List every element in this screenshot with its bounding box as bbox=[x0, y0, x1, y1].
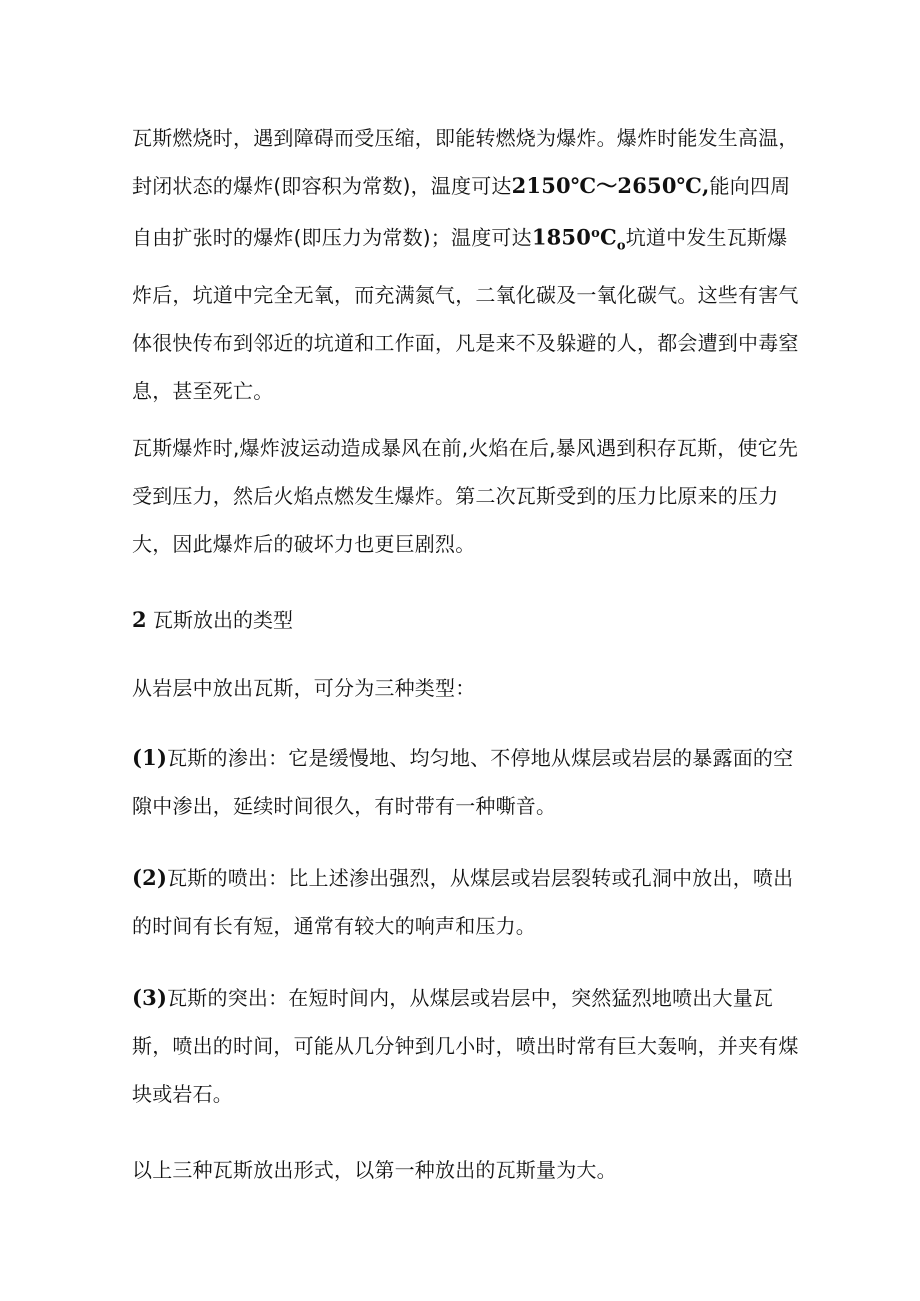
temperature-value: 1850 bbox=[531, 224, 592, 250]
paragraph-conclusion: 以上三种瓦斯放出形式，以第一种放出的瓦斯量为大。 bbox=[132, 1158, 617, 1182]
item-text: 瓦斯的渗出：它是缓慢地、均匀地、不停地从煤层或岩层的暴露面的空隙中渗出，延续时间很久，有时带有一种嘶音。 bbox=[132, 746, 794, 818]
paragraph-text: 瓦斯燃烧时，遇到障碍而受压缩，即能转燃烧为爆炸。爆炸时能发生高温，封闭状态的爆炸(即容积为常数)，温度可达 bbox=[132, 126, 799, 198]
paragraph-gas-explosion-temperature bbox=[132, 114, 804, 415]
paragraph-type-2 bbox=[132, 854, 804, 950]
paragraph-type-3 bbox=[132, 974, 804, 1118]
paragraph-type-1 bbox=[132, 734, 804, 830]
item-text: 瓦斯的喷出：比上述渗出强烈，从煤层或岩层裂转或孔洞中放出，喷出的时间有长有短，通常有较大的响声和压力。 bbox=[132, 866, 794, 938]
celsius-unit: C bbox=[599, 224, 617, 250]
paragraph-text: 能向四周自由扩张时的爆炸(即压力为常数)；温度可达 bbox=[132, 174, 791, 250]
item-number: (3) bbox=[132, 985, 168, 1010]
celsius-subscript: o bbox=[616, 238, 626, 254]
temperature-range: 2150℃～2650℃, bbox=[511, 173, 710, 198]
paragraph-intro-types: 从岩层中放出瓦斯，可分为三种类型： bbox=[132, 676, 476, 700]
degree-superscript: o bbox=[591, 226, 600, 241]
item-number: (2) bbox=[132, 865, 168, 890]
paragraph-blast-wave: 瓦斯爆炸时,爆炸波运动造成暴风在前,火焰在后,暴风遇到积存瓦斯，使它先受到压力，然后火焰点燃发生爆炸。第二次瓦斯受到的压力比原来的压力大，因此爆炸后的破坏力也更巨剧烈。 bbox=[132, 436, 799, 556]
item-text: 瓦斯的突出：在短时间内，从煤层或岩层中，突然猛烈地喷出大量瓦斯，喷出的时间，可能从几分钟到几小时，喷出时常有巨大轰响，并夹有煤块或岩石。 bbox=[132, 986, 799, 1106]
item-number: (1) bbox=[132, 745, 168, 770]
paragraph-text: 坑道中发生瓦斯爆炸后，坑道中完全无氧，而充满氮气，二氧化碳及一氧化碳气。这些有害气体很快传布到邻近的坑道和工作面，凡是来不及躲避的人，都会遭到中毒窒息，甚至死亡。 bbox=[132, 225, 799, 403]
section-number: 2 bbox=[132, 607, 147, 632]
section-heading bbox=[132, 596, 804, 644]
section-title: 瓦斯放出的类型 bbox=[152, 608, 293, 632]
